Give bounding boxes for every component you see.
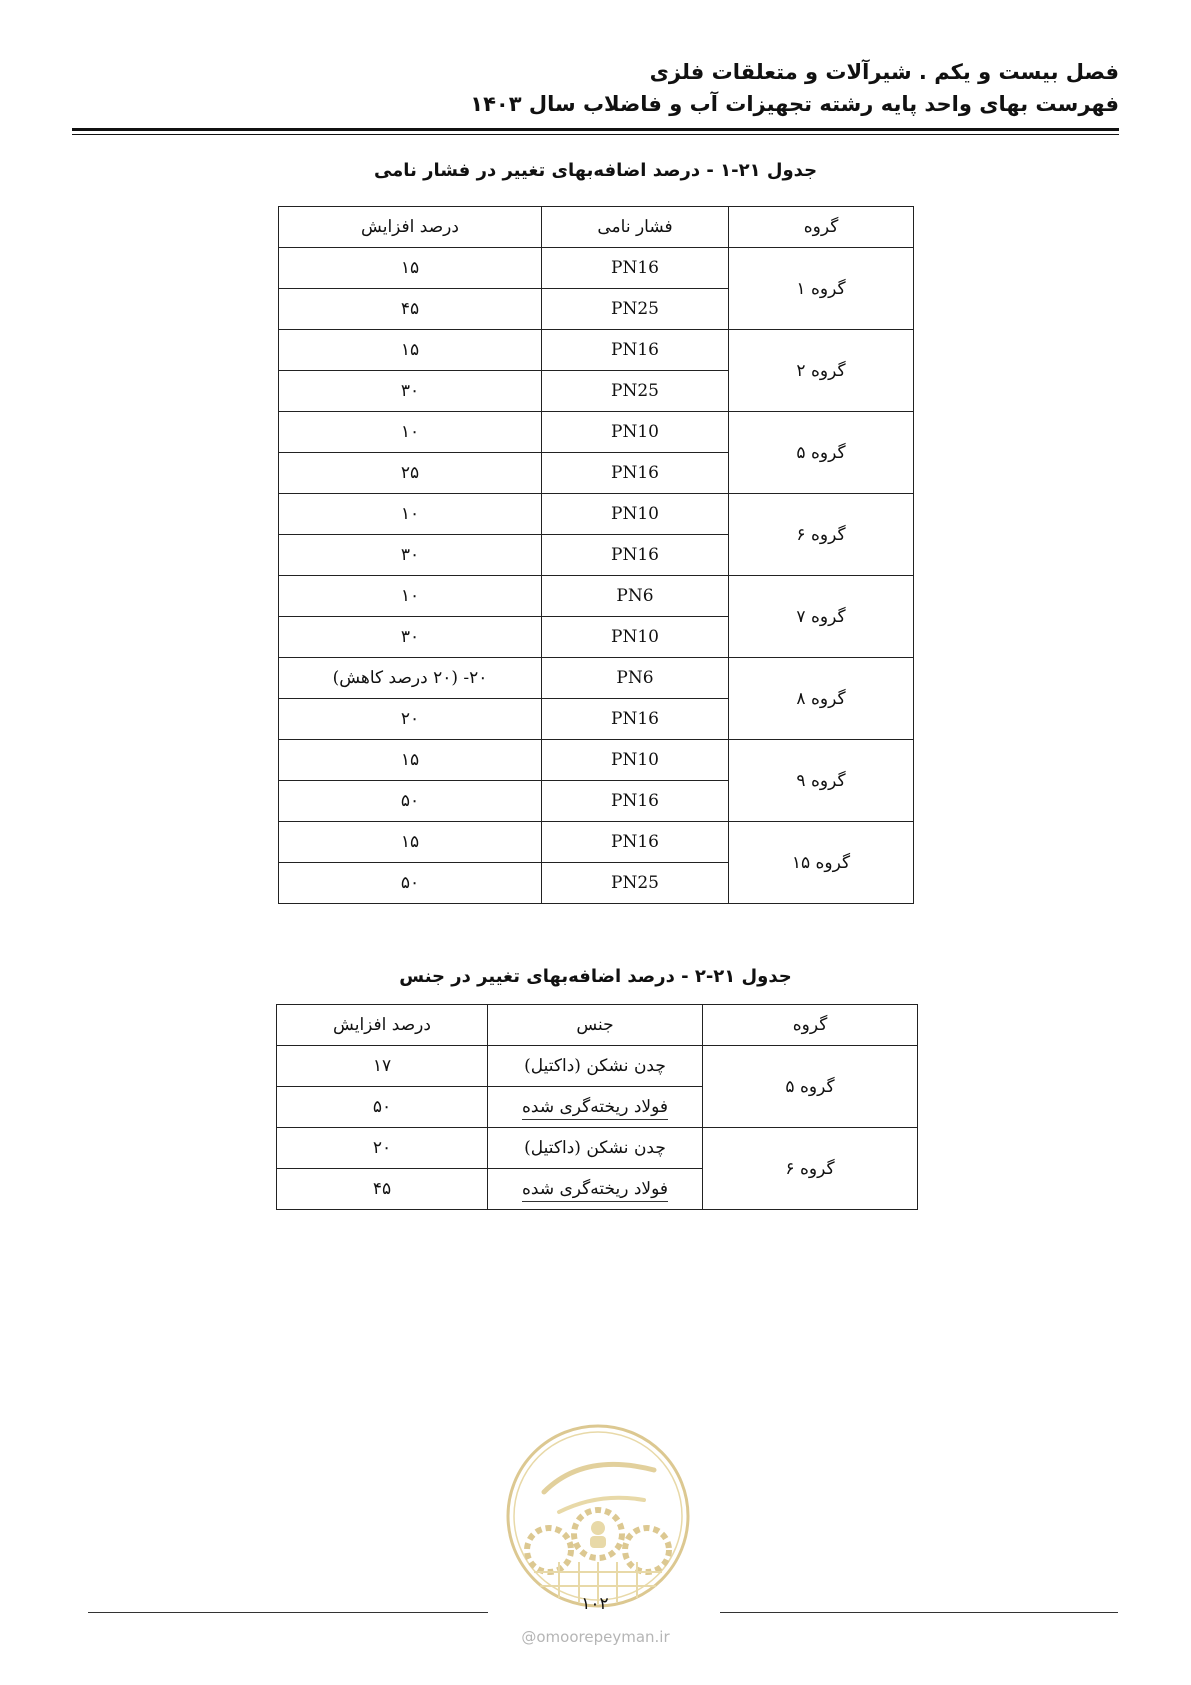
page-number: ۱۰۲ xyxy=(581,1594,609,1614)
increase-cell: ۱۰ xyxy=(279,412,542,453)
footer-rule-left xyxy=(88,1612,488,1613)
pressure-cell: PN25 xyxy=(542,863,729,904)
group-cell: گروه ۱ xyxy=(729,248,914,330)
group-cell: گروه ۲ xyxy=(729,330,914,412)
increase-cell: ۳۰ xyxy=(279,617,542,658)
page-header xyxy=(72,56,1119,120)
pressure-increase-table xyxy=(278,206,914,904)
pressure-cell: PN6 xyxy=(542,576,729,617)
increase-cell: ۵۰ xyxy=(277,1087,488,1128)
table-row xyxy=(279,740,914,781)
increase-cell: ۱۷ xyxy=(277,1046,488,1087)
table-row xyxy=(277,1046,918,1087)
table-row xyxy=(279,412,914,453)
increase-cell: ۴۵ xyxy=(277,1169,488,1210)
group-cell: گروه ۱۵ xyxy=(729,822,914,904)
increase-cell: ۱۵ xyxy=(279,330,542,371)
pressure-cell: PN16 xyxy=(542,699,729,740)
table-row xyxy=(279,822,914,863)
pressure-cell: PN16 xyxy=(542,781,729,822)
pressure-cell: PN16 xyxy=(542,535,729,576)
chapter-title: فصل بیست و یکم . شیرآلات و متعلقات فلزی xyxy=(649,60,1119,84)
pressure-cell: PN10 xyxy=(542,617,729,658)
group-cell: گروه ۹ xyxy=(729,740,914,822)
watermark-seal-icon xyxy=(504,1422,692,1610)
material-increase-table xyxy=(276,1004,918,1210)
header-rule-thin xyxy=(72,134,1119,135)
increase-cell: ۵۰ xyxy=(279,781,542,822)
table-row xyxy=(279,330,914,371)
pressure-cell: PN6 xyxy=(542,658,729,699)
table-row xyxy=(279,494,914,535)
material-cell xyxy=(488,1128,703,1169)
pressure-cell: PN25 xyxy=(542,371,729,412)
increase-cell: ۱۰ xyxy=(279,576,542,617)
table-row xyxy=(277,1128,918,1169)
increase-cell: ۴۵ xyxy=(279,289,542,330)
pressure-cell: PN25 xyxy=(542,289,729,330)
group-cell: گروه ۶ xyxy=(703,1128,918,1210)
pressure-cell: PN16 xyxy=(542,248,729,289)
table-header-row xyxy=(277,1005,918,1046)
column-header-group: گروه xyxy=(703,1005,918,1046)
pressure-cell: PN16 xyxy=(542,330,729,371)
group-cell: گروه ۸ xyxy=(729,658,914,740)
material-cell xyxy=(488,1169,703,1210)
column-header-pressure: فشار نامی xyxy=(542,207,729,248)
table-row xyxy=(279,658,914,699)
column-header-group: گروه xyxy=(729,207,914,248)
increase-cell: ۲۵ xyxy=(279,453,542,494)
pressure-cell: PN16 xyxy=(542,822,729,863)
increase-cell: ۱۵ xyxy=(279,822,542,863)
table-header-row xyxy=(279,207,914,248)
increase-cell: ۱۵ xyxy=(279,248,542,289)
increase-cell: ۳۰ xyxy=(279,371,542,412)
header-rule-thick xyxy=(72,128,1119,131)
pressure-cell: PN16 xyxy=(542,453,729,494)
group-cell: گروه ۶ xyxy=(729,494,914,576)
footer-rule-right xyxy=(720,1612,1118,1613)
increase-cell: ۲۰- (۲۰ درصد کاهش) xyxy=(279,658,542,699)
material-text: فولاد ریخته‌گری شده xyxy=(522,1179,668,1202)
column-header-increase: درصد افزایش xyxy=(277,1005,488,1046)
table-row xyxy=(279,248,914,289)
watermark-site-text: @omoorepeyman.ir xyxy=(521,1628,670,1646)
group-cell: گروه ۵ xyxy=(729,412,914,494)
table-row xyxy=(279,576,914,617)
column-header-increase: درصد افزایش xyxy=(279,207,542,248)
column-header-material: جنس xyxy=(488,1005,703,1046)
increase-cell: ۵۰ xyxy=(279,863,542,904)
document-title: فهرست بهای واحد پایه رشته تجهیزات آب و فاضلاب سال ۱۴۰۳ xyxy=(470,92,1119,116)
increase-cell: ۲۰ xyxy=(277,1128,488,1169)
material-text: چدن نشکن (داکتیل) xyxy=(524,1056,666,1076)
table1-caption: جدول ۲۱-۱ - درصد اضافه‌بهای تغییر در فشار نامی xyxy=(373,160,818,181)
material-cell xyxy=(488,1087,703,1128)
pressure-cell: PN10 xyxy=(542,494,729,535)
material-text: چدن نشکن (داکتیل) xyxy=(524,1138,666,1158)
increase-cell: ۳۰ xyxy=(279,535,542,576)
increase-cell: ۱۵ xyxy=(279,740,542,781)
table2-caption: جدول ۲۱-۲ - درصد اضافه‌بهای تغییر در جنس xyxy=(399,966,792,987)
increase-cell: ۲۰ xyxy=(279,699,542,740)
material-cell xyxy=(488,1046,703,1087)
group-cell: گروه ۵ xyxy=(703,1046,918,1128)
pressure-cell: PN10 xyxy=(542,740,729,781)
pressure-cell: PN10 xyxy=(542,412,729,453)
increase-cell: ۱۰ xyxy=(279,494,542,535)
material-text: فولاد ریخته‌گری شده xyxy=(522,1097,668,1120)
group-cell: گروه ۷ xyxy=(729,576,914,658)
